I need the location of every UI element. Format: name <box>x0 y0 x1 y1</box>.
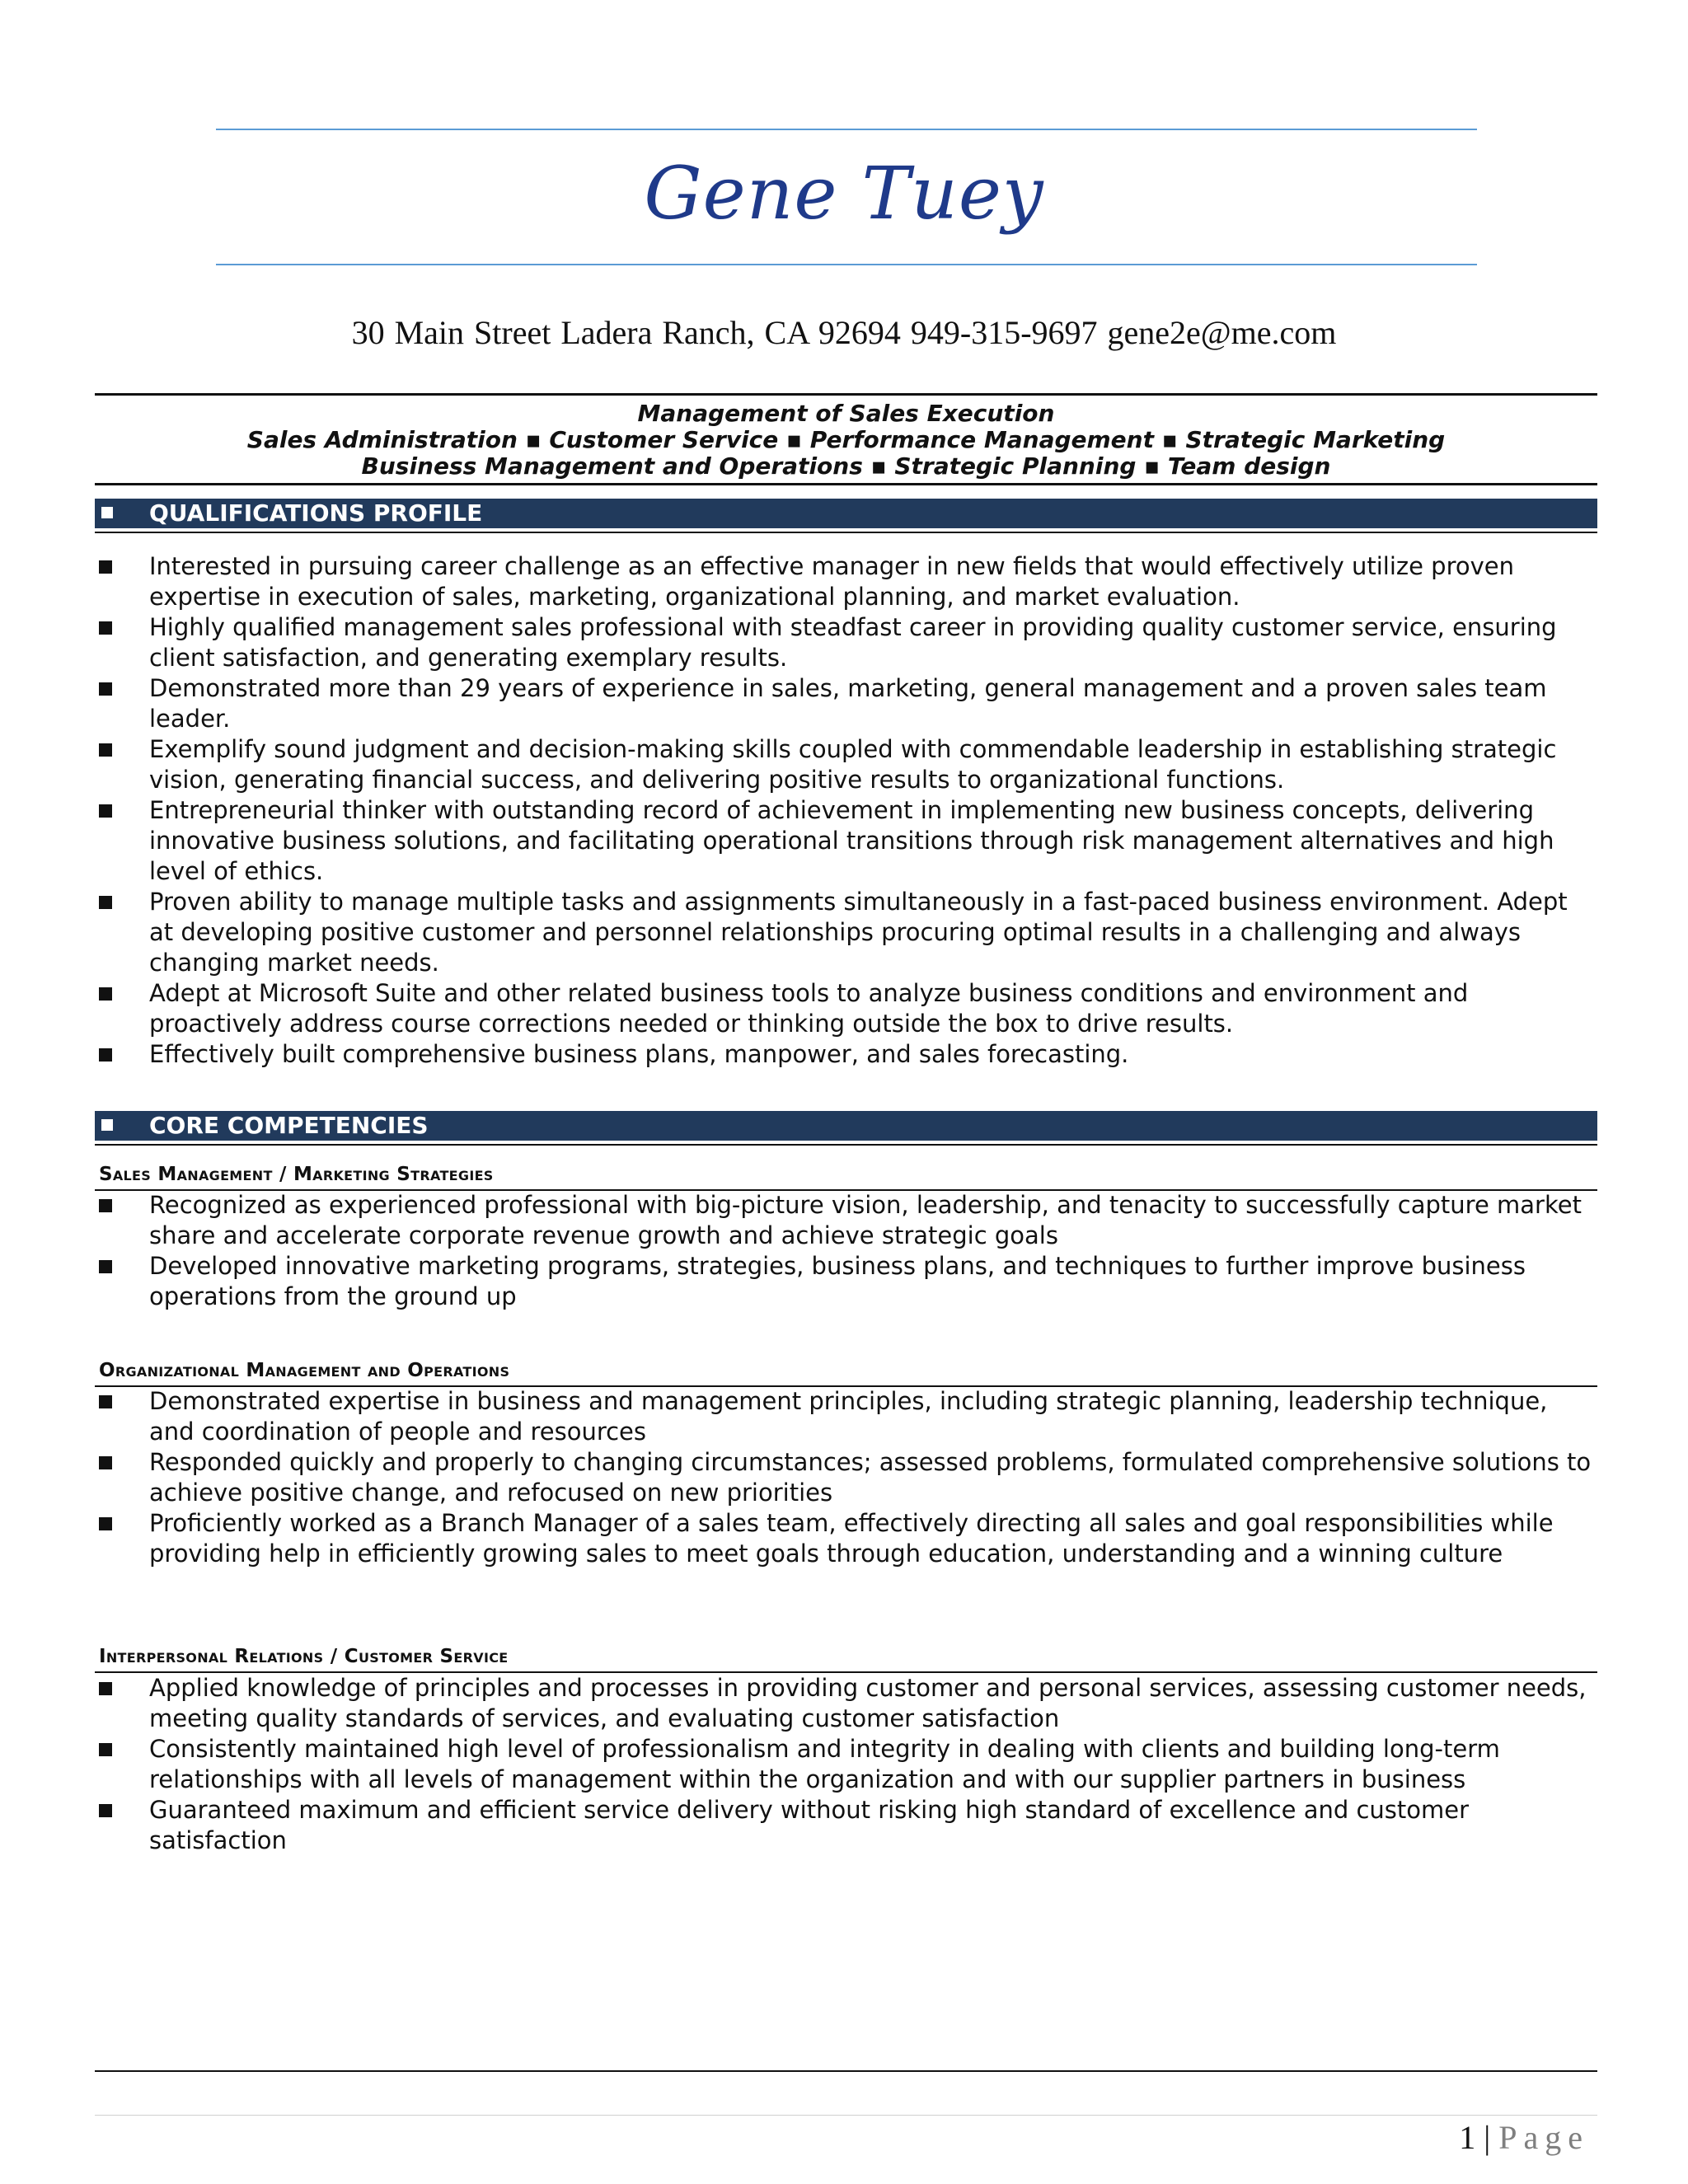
qualification-item <box>95 551 1597 612</box>
bullet-text: Entrepreneurial thinker with outstanding record of achievement in implementing new business concepts, delivering innovative business solutions, and facilitating operational transitions through risk management alternatives and high level of ethics. <box>149 796 1554 885</box>
qualification-item <box>95 673 1597 734</box>
bullet-text: Demonstrated expertise in business and management principles, including strategic planning, leadership technique, and coordination of people and resources <box>149 1387 1548 1446</box>
section-underline <box>95 1144 1597 1146</box>
square-bullet-icon <box>99 560 112 574</box>
bullet-text: Developed innovative marketing programs, strategies, business plans, and techniques to further improve business operations from the ground up <box>149 1252 1526 1310</box>
tagline-skills-2: Business Management and Operations ▪ Strategic Planning ▪ Team design <box>361 452 1331 480</box>
candidate-name: Gene Tuey <box>644 151 1044 236</box>
square-bullet-icon <box>99 682 112 696</box>
square-bullet-icon <box>99 896 112 909</box>
competency-item <box>95 1447 1597 1508</box>
bullet-text: Applied knowledge of principles and processes in providing customer and personal services, assessing customer needs, meeting quality standards of services, and evaluating customer satisfaction <box>149 1674 1587 1732</box>
tagline-top-rule <box>95 393 1597 396</box>
bullet-text: Proven ability to manage multiple tasks and assignments simultaneously in a fast-paced business environment. Adept at developing positive customer and personnel relationships procuring optimal results in a challenging and always changing market needs. <box>149 888 1568 977</box>
competency-item <box>95 1386 1597 1447</box>
header-bottom-rule <box>216 264 1477 265</box>
footer-rule <box>95 2070 1597 2072</box>
section-title: CORE COMPETENCIES <box>149 1112 429 1139</box>
bullet-text: Guaranteed maximum and efficient service delivery without risking high standard of excellence and customer satisfaction <box>149 1796 1470 1854</box>
square-bullet-icon <box>101 1119 113 1131</box>
tagline-title: Management of Sales Execution <box>637 400 1055 427</box>
square-bullet-icon <box>99 743 112 757</box>
page-separator: | <box>1484 2119 1491 2156</box>
competency-item <box>95 1190 1597 1251</box>
square-bullet-icon <box>99 1048 112 1062</box>
footer-faint-rule <box>95 2115 1597 2116</box>
square-bullet-icon <box>99 987 112 1001</box>
section-title: QUALIFICATIONS PROFILE <box>149 499 483 527</box>
square-bullet-icon <box>99 1456 112 1469</box>
bullet-text: Interested in pursuing career challenge as an effective manager in new fields that would effectively utilize proven expertise in execution of sales, marketing, organizational planning, and market evaluation. <box>149 552 1515 611</box>
bullet-text: Recognized as experienced professional with big-picture vision, leadership, and tenacity to successfully capture market share and accelerate corporate revenue growth and achieve strategic goals <box>149 1191 1582 1249</box>
section-header-core-competencies <box>95 1111 1597 1141</box>
square-bullet-icon <box>99 1743 112 1756</box>
qualification-item <box>95 978 1597 1039</box>
contact-line: 30 Main Street Ladera Ranch, CA 92694 949-315-9697 gene2e@me.com <box>351 314 1337 351</box>
bullet-text: Effectively built comprehensive business plans, manpower, and sales forecasting. <box>149 1040 1129 1068</box>
qualification-item <box>95 612 1597 673</box>
competency-item <box>95 1673 1597 1734</box>
subsection-heading-operations: Organizational Management and Operations <box>99 1360 510 1381</box>
competency-item <box>95 1508 1597 1569</box>
tagline-skills-1: Sales Administration ▪ Customer Service ▪ Performance Management ▪ Strategic Marketing <box>246 426 1446 453</box>
competency-item <box>95 1251 1597 1312</box>
page-number-value: 1 <box>1459 2119 1476 2156</box>
qualifications-list <box>95 551 1597 1070</box>
subsection-heading-sales: Sales Management / Marketing Strategies <box>99 1164 494 1185</box>
page-label: Page <box>1498 2119 1589 2156</box>
square-bullet-icon <box>99 1804 112 1817</box>
operations-competencies-list <box>95 1386 1597 1569</box>
square-bullet-icon <box>99 1682 112 1695</box>
bullet-text: Highly qualified management sales professional with steadfast career in providing quality customer service, ensuring client satisfaction, and generating exemplary results. <box>149 613 1557 672</box>
qualification-item <box>95 795 1597 887</box>
bullet-text: Responded quickly and properly to changing circumstances; assessed problems, formulated comprehensive solutions to achieve positive change, and refocused on new priorities <box>149 1448 1592 1507</box>
subsection-heading-customer-service: Interpersonal Relations / Customer Service <box>99 1646 509 1667</box>
competency-item <box>95 1734 1597 1795</box>
section-header-qualifications <box>95 499 1597 528</box>
bullet-text: Demonstrated more than 29 years of experience in sales, marketing, general management and a proven sales team leader. <box>149 674 1547 733</box>
sales-competencies-list <box>95 1190 1597 1312</box>
square-bullet-icon <box>99 1260 112 1273</box>
bullet-text: Proficiently worked as a Branch Manager of a sales team, effectively directing all sales and goal responsibilities while providing help in efficiently growing sales to meet goals through education, understanding and a winning culture <box>149 1509 1554 1568</box>
bullet-text: Adept at Microsoft Suite and other related business tools to analyze business conditions and environment and proactively address course corrections needed or thinking outside the box to drive results. <box>149 979 1469 1038</box>
square-bullet-icon <box>99 1395 112 1408</box>
page-number <box>1459 2118 1589 2157</box>
square-bullet-icon <box>101 507 113 518</box>
section-underline <box>95 532 1597 533</box>
square-bullet-icon <box>99 804 112 818</box>
qualification-item <box>95 734 1597 795</box>
qualification-item <box>95 1039 1597 1070</box>
square-bullet-icon <box>99 1199 112 1212</box>
square-bullet-icon <box>99 621 112 635</box>
tagline-bottom-rule <box>95 483 1597 485</box>
competency-item <box>95 1795 1597 1856</box>
qualification-item <box>95 887 1597 978</box>
bullet-text: Exemplify sound judgment and decision-making skills coupled with commendable leadership in establishing strategic vision, generating financial success, and delivering positive results to organizational functions. <box>149 735 1557 794</box>
header-top-rule <box>216 129 1477 130</box>
bullet-text: Consistently maintained high level of professionalism and integrity in dealing with clients and building long-term relationships with all levels of management within the organization and with our supplier partners in business <box>149 1735 1500 1793</box>
square-bullet-icon <box>99 1517 112 1530</box>
customer-service-competencies-list <box>95 1673 1597 1856</box>
